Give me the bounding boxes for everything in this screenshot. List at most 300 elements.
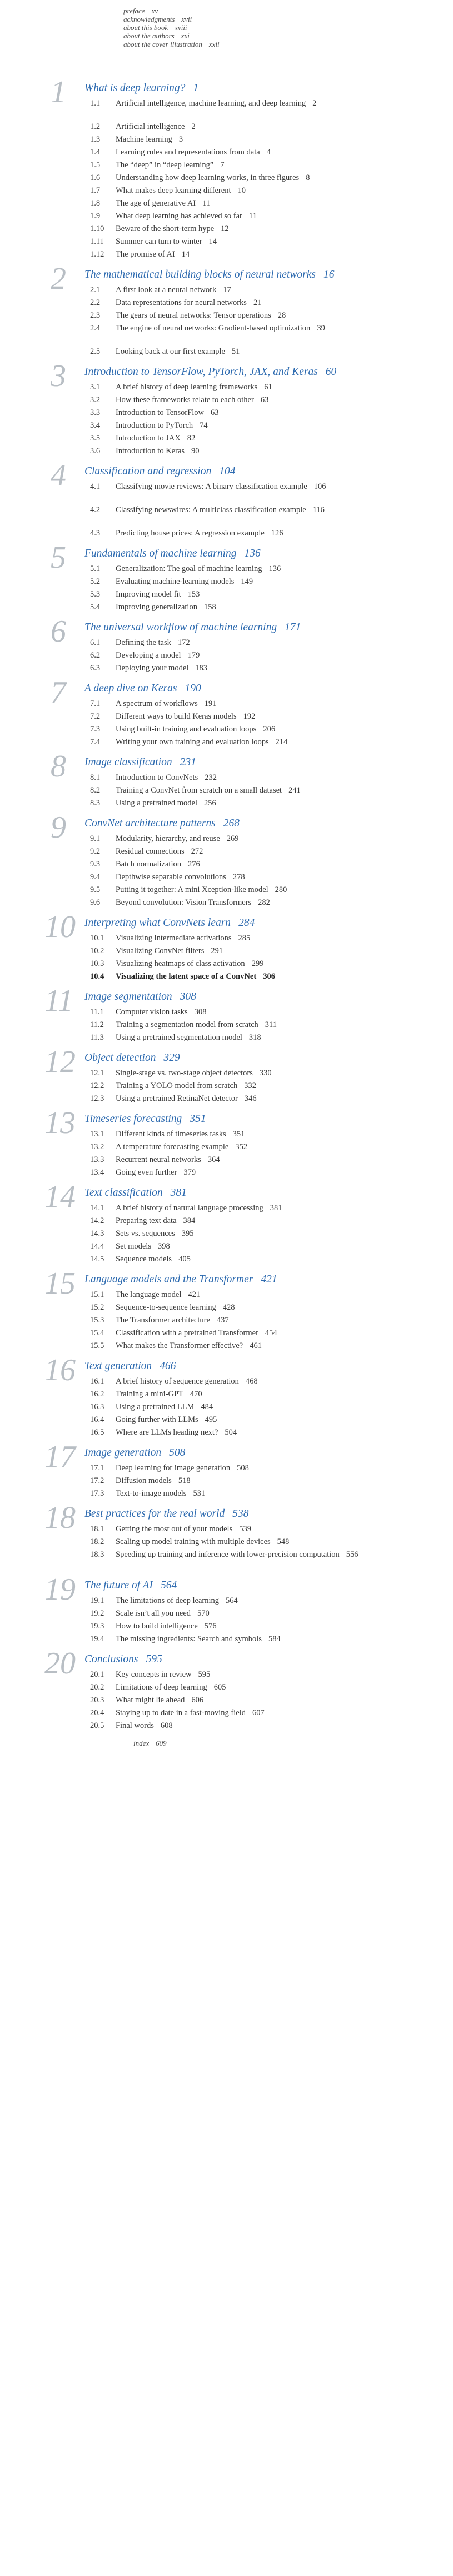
section-number: 16.4 — [90, 1415, 104, 1424]
section-title-text: Modularity, hierarchy, and reuse — [116, 834, 220, 843]
section-title-text: Introduction to JAX — [116, 434, 181, 443]
section-number: 1.5 — [90, 161, 101, 169]
section-number: 16.3 — [90, 1402, 104, 1411]
section-title — [116, 433, 438, 444]
section-number: 1.12 — [90, 250, 104, 259]
section-page: 595 — [198, 1670, 211, 1679]
section-title-text: Training a ConvNet from scratch on a small dataset — [116, 786, 282, 795]
chapter-title — [84, 816, 240, 831]
chapter-page: 268 — [223, 818, 240, 829]
section-page: 179 — [187, 651, 200, 660]
chapter-number: 17 — [44, 1440, 76, 1474]
section-number: 1.2 — [90, 122, 101, 131]
section-title-text: Different kinds of timeseries tasks — [116, 1130, 226, 1139]
section-page: 548 — [277, 1537, 290, 1546]
section-number: 20.1 — [90, 1670, 104, 1679]
section-page: 311 — [265, 1020, 277, 1029]
section-title — [116, 933, 438, 944]
section-number: 10.4 — [90, 972, 104, 981]
chapter-title — [84, 1051, 180, 1065]
section-number: 1.1 — [90, 99, 101, 108]
section-number: 4.1 — [90, 482, 101, 491]
chapter-title — [84, 755, 196, 770]
chapter-title — [84, 1446, 185, 1460]
chapter-number: 12 — [44, 1045, 76, 1079]
section-number: 15.5 — [90, 1341, 104, 1350]
section-page: 570 — [197, 1609, 210, 1618]
section-page: 285 — [238, 934, 251, 943]
section-page: 63 — [260, 395, 269, 404]
section-title-text: Visualizing ConvNet filters — [116, 946, 205, 955]
section-title — [116, 1020, 438, 1030]
chapter-title-text: Interpreting what ConvNets learn — [84, 917, 231, 929]
chapter-title-text: Language models and the Transformer — [84, 1274, 253, 1285]
chapter-title-text: Image classification — [84, 756, 172, 768]
section-title — [116, 1068, 438, 1079]
section-title-text: The age of generative AI — [116, 199, 196, 208]
section-title-text: What makes the Transformer effective? — [116, 1341, 243, 1350]
section-number: 9.5 — [90, 885, 101, 894]
section-page: 3 — [178, 135, 183, 144]
chapter-page: 466 — [160, 1360, 176, 1372]
section-number: 9.3 — [90, 860, 101, 869]
section-title — [116, 1241, 438, 1252]
chapter-number: 15 — [44, 1266, 76, 1301]
section-page: 7 — [220, 161, 225, 169]
section-title — [116, 663, 438, 674]
section-number: 17.1 — [90, 1464, 104, 1472]
section-page: 299 — [251, 959, 264, 968]
section-title — [116, 420, 438, 431]
section-page: 82 — [187, 434, 196, 443]
section-title-text: Diffusion models — [116, 1476, 172, 1485]
section-title — [116, 1634, 438, 1645]
section-page: 384 — [183, 1216, 196, 1225]
section-page: 282 — [258, 898, 270, 907]
section-page: 149 — [241, 577, 253, 586]
section-title-text: Using a pretrained LLM — [116, 1402, 195, 1411]
section-title — [116, 1721, 438, 1731]
chapter-number: 18 — [44, 1501, 76, 1535]
chapter-title — [84, 1272, 277, 1287]
chapter-number: 13 — [44, 1106, 76, 1140]
section-title-text: Limitations of deep learning — [116, 1683, 207, 1692]
section-page: 484 — [201, 1402, 213, 1411]
section-number: 1.4 — [90, 148, 101, 157]
section-title-text: Visualizing intermediate activations — [116, 934, 232, 943]
section-page: 183 — [195, 664, 208, 673]
section-title-text: Evaluating machine-learning models — [116, 577, 235, 586]
section-title-text: Summer can turn to winter — [116, 237, 202, 246]
section-number: 12.3 — [90, 1094, 104, 1103]
chapter-number: 16 — [44, 1353, 76, 1387]
section-number: 9.4 — [90, 873, 101, 881]
section-title-text: Putting it together: A mini Xception-like model — [116, 885, 268, 894]
section-page: 454 — [265, 1329, 277, 1337]
chapter-page: 595 — [146, 1653, 162, 1665]
section-page: 468 — [245, 1377, 258, 1386]
section-page: 106 — [313, 482, 326, 491]
chapter-page: 60 — [325, 366, 337, 378]
section-number: 12.2 — [90, 1081, 104, 1090]
chapter-title — [84, 1652, 162, 1667]
section-page: 364 — [207, 1155, 220, 1164]
section-number: 15.4 — [90, 1329, 104, 1337]
section-number: 17.2 — [90, 1476, 104, 1485]
chapter-number: 5 — [51, 540, 66, 575]
section-number: 2.2 — [90, 298, 101, 307]
section-title-text: Using a pretrained segmentation model — [116, 1033, 242, 1042]
chapter-title-text: Fundamentals of machine learning — [84, 548, 237, 559]
section-page: 330 — [259, 1069, 272, 1077]
section-page: 90 — [191, 447, 200, 455]
section-page: 470 — [190, 1390, 202, 1399]
section-number: 8.3 — [90, 799, 101, 808]
front-matter-label: about the cover illustration — [123, 40, 202, 48]
section-title — [116, 1129, 438, 1140]
section-page: 136 — [268, 564, 281, 573]
section-page: 351 — [232, 1130, 245, 1139]
section-title — [116, 564, 438, 574]
section-page: 14 — [208, 237, 217, 246]
section-number: 2.1 — [90, 285, 101, 294]
section-number: 3.6 — [90, 447, 101, 455]
chapter-page: 508 — [169, 1447, 186, 1459]
chapter-title — [84, 990, 196, 1004]
section-title — [116, 249, 438, 260]
section-page: 346 — [244, 1094, 257, 1103]
chapter-page: 1 — [193, 82, 199, 94]
section-number: 9.1 — [90, 834, 101, 843]
section-title — [116, 382, 438, 393]
section-page: 318 — [248, 1033, 261, 1042]
section-title-text: Looking back at our first example — [116, 347, 225, 356]
section-title-text: Speeding up training and inference with lower-precision computation — [116, 1550, 340, 1559]
section-title-text: Training a YOLO model from scratch — [116, 1081, 238, 1090]
chapter-title — [84, 1186, 187, 1200]
section-page: 61 — [264, 383, 272, 392]
section-title — [116, 959, 438, 969]
section-page: 381 — [270, 1204, 282, 1212]
chapter-title-text: Object detection — [84, 1052, 156, 1064]
section-page: 607 — [252, 1708, 265, 1717]
chapter-title — [84, 1507, 248, 1521]
front-matter-entry — [123, 7, 158, 16]
section-title-text: Final words — [116, 1721, 154, 1730]
section-title — [116, 1033, 438, 1043]
front-matter-entry — [123, 32, 190, 41]
section-number: 19.4 — [90, 1635, 104, 1643]
section-number: 16.2 — [90, 1390, 104, 1399]
chapter-title-text: Classification and regression — [84, 465, 212, 477]
section-page: 291 — [211, 946, 223, 955]
section-title-text: Understanding how deep learning works, in three figures — [116, 173, 300, 182]
chapter-title-text: Best practices for the real world — [84, 1508, 225, 1520]
section-page: 232 — [205, 773, 217, 782]
section-title — [116, 1290, 438, 1300]
chapter-page: 308 — [180, 991, 196, 1003]
section-page: 531 — [193, 1489, 206, 1498]
section-title — [116, 310, 438, 321]
section-number: 3.1 — [90, 383, 101, 392]
section-title-text: What deep learning has achieved so far — [116, 212, 242, 220]
section-title-text: A temperature forecasting example — [116, 1142, 229, 1151]
chapter-title-text: Conclusions — [84, 1653, 138, 1665]
chapter-page: 329 — [163, 1052, 180, 1064]
section-title-text: Preparing text data — [116, 1216, 177, 1225]
section-number: 1.9 — [90, 212, 101, 220]
section-page: 605 — [213, 1683, 226, 1692]
section-title — [116, 186, 438, 196]
section-title — [116, 798, 438, 809]
front-matter-entry — [123, 40, 220, 49]
section-title-text: Text-to-image models — [116, 1489, 187, 1498]
section-title — [116, 1216, 438, 1226]
section-title — [116, 638, 438, 648]
section-title-text: Going further with LLMs — [116, 1415, 198, 1424]
chapter-page: 564 — [160, 1580, 177, 1591]
section-page: 241 — [288, 786, 301, 795]
chapter-page: 231 — [180, 756, 196, 768]
chapter-title-text: The universal workflow of machine learning — [84, 622, 277, 633]
section-number: 7.3 — [90, 725, 101, 734]
section-title-text: Using built-in training and evaluation loops — [116, 725, 257, 734]
section-page: 539 — [239, 1525, 251, 1533]
section-title — [116, 1695, 438, 1706]
section-number: 1.10 — [90, 224, 104, 233]
chapter-title — [84, 547, 261, 561]
section-title-text: Visualizing heatmaps of class activation — [116, 959, 245, 968]
section-number: 7.4 — [90, 738, 101, 746]
section-number: 15.2 — [90, 1303, 104, 1312]
front-matter-page: xxi — [181, 32, 190, 40]
section-title — [116, 446, 438, 457]
back-matter-entry — [133, 1739, 167, 1748]
section-page: 158 — [203, 603, 216, 612]
chapter-title-text: Text classification — [84, 1187, 163, 1199]
section-title — [116, 885, 438, 895]
front-matter-label: about this book — [123, 23, 168, 32]
front-matter-page: xxii — [208, 40, 220, 48]
chapter-number: 2 — [51, 262, 66, 296]
section-number: 3.3 — [90, 408, 101, 417]
section-title-text: Artificial intelligence, machine learning, and deep learning — [116, 99, 306, 108]
section-number: 4.3 — [90, 529, 101, 538]
section-title-text: Sequence models — [116, 1255, 172, 1264]
section-title-text: Beyond convolution: Vision Transformers — [116, 898, 252, 907]
chapter-page: 284 — [238, 917, 255, 929]
chapter-number: 14 — [44, 1180, 76, 1214]
section-number: 12.1 — [90, 1069, 104, 1077]
section-title — [116, 872, 438, 883]
front-matter-page: xvii — [181, 15, 192, 23]
section-title — [116, 482, 438, 492]
section-title-text: Generalization: The goal of machine learning — [116, 564, 262, 573]
section-page: 206 — [263, 725, 276, 734]
section-number: 6.1 — [90, 638, 101, 647]
section-title-text: A brief history of deep learning frameworks — [116, 383, 258, 392]
section-number: 14.4 — [90, 1242, 104, 1251]
chapter-number: 19 — [44, 1572, 76, 1607]
section-number: 11.2 — [90, 1020, 104, 1029]
section-page: 74 — [200, 421, 208, 430]
section-title-text: Single-stage vs. two-stage object detectors — [116, 1069, 253, 1077]
section-title-text: Sets vs. sequences — [116, 1229, 175, 1238]
section-title — [116, 1302, 438, 1313]
section-title — [116, 1081, 438, 1091]
section-title-text: The engine of neural networks: Gradient-based optimization — [116, 324, 311, 333]
section-number: 14.3 — [90, 1229, 104, 1238]
chapter-title-text: Timeseries forecasting — [84, 1113, 182, 1125]
chapter-title — [84, 916, 255, 930]
chapter-number: 8 — [51, 749, 66, 784]
section-title-text: Beware of the short-term hype — [116, 224, 215, 233]
section-number: 3.4 — [90, 421, 101, 430]
section-title — [116, 711, 438, 722]
section-number: 19.1 — [90, 1596, 104, 1605]
section-page: 606 — [191, 1696, 204, 1705]
section-page: 584 — [268, 1635, 281, 1643]
chapter-title-text: ConvNet architecture patterns — [84, 818, 216, 829]
section-title — [116, 577, 438, 587]
section-title-text: The gears of neural networks: Tensor operations — [116, 311, 271, 320]
section-page: 2 — [312, 99, 317, 108]
section-page: 278 — [232, 873, 245, 881]
section-number: 5.2 — [90, 577, 101, 586]
section-page: 564 — [226, 1596, 238, 1605]
section-title — [116, 946, 438, 956]
section-title-text: Developing a model — [116, 651, 181, 660]
section-title — [116, 846, 438, 857]
section-number: 8.2 — [90, 786, 101, 795]
section-page: 11 — [202, 199, 211, 208]
front-matter-label: about the authors — [123, 32, 175, 40]
section-title — [116, 1550, 438, 1560]
section-page: 10 — [237, 186, 246, 195]
chapter-number: 3 — [51, 359, 66, 393]
chapter-page: 136 — [244, 548, 261, 559]
section-title — [116, 971, 438, 982]
section-title-text: Improving generalization — [116, 603, 197, 612]
chapter-title-text: Text generation — [84, 1360, 152, 1372]
section-page: 405 — [178, 1255, 191, 1264]
chapter-number: 10 — [44, 910, 76, 944]
section-number: 10.2 — [90, 946, 104, 955]
chapter-title — [84, 268, 334, 282]
section-title-text: Scaling up model training with multiple devices — [116, 1537, 271, 1546]
section-title — [116, 237, 438, 247]
section-number: 11.3 — [90, 1033, 104, 1042]
section-title-text: Computer vision tasks — [116, 1008, 188, 1016]
section-page: 21 — [253, 298, 262, 307]
section-title — [116, 323, 438, 334]
section-number: 14.1 — [90, 1204, 104, 1212]
section-title — [116, 347, 438, 357]
section-title — [116, 285, 438, 295]
section-title — [116, 650, 438, 661]
section-title — [116, 173, 438, 183]
section-title — [116, 198, 438, 209]
chapter-page: 190 — [185, 683, 201, 694]
section-page: 14 — [181, 250, 190, 259]
chapter-page: 351 — [190, 1113, 206, 1125]
section-number: 7.1 — [90, 699, 101, 708]
chapter-number: 20 — [44, 1646, 76, 1681]
section-title-text: Classifying newswires: A multiclass classification example — [116, 505, 306, 514]
section-title-text: How to build intelligence — [116, 1622, 198, 1631]
section-number: 7.2 — [90, 712, 101, 721]
section-title — [116, 1608, 438, 1619]
section-page: 4 — [266, 148, 271, 157]
section-page: 28 — [277, 311, 286, 320]
section-page: 379 — [183, 1168, 196, 1177]
front-matter-label: acknowledgments — [123, 15, 175, 23]
section-title — [116, 1415, 438, 1425]
section-title — [116, 160, 438, 171]
section-title — [116, 224, 438, 234]
section-page: 576 — [204, 1622, 217, 1631]
section-title-text: Sequence-to-sequence learning — [116, 1303, 216, 1312]
section-title — [116, 589, 438, 600]
section-title — [116, 1476, 438, 1486]
section-title-text: Visualizing the latent space of a ConvNet — [116, 972, 257, 981]
section-page: 556 — [346, 1550, 359, 1559]
section-number: 15.3 — [90, 1316, 104, 1325]
section-title-text: The limitations of deep learning — [116, 1596, 220, 1605]
section-title-text: A spectrum of workflows — [116, 699, 198, 708]
section-title-text: Staying up to date in a fast-moving field — [116, 1708, 246, 1717]
front-matter-entry — [123, 15, 192, 24]
section-page: 518 — [178, 1476, 191, 1485]
chapter-number: 1 — [51, 75, 66, 109]
section-title-text: Data representations for neural networks — [116, 298, 247, 307]
front-matter-page: xv — [151, 7, 158, 15]
chapter-title-text: The mathematical building blocks of neural networks — [84, 269, 316, 280]
section-title-text: Learning rules and representations from data — [116, 148, 260, 157]
section-number: 1.6 — [90, 173, 101, 182]
section-number: 18.3 — [90, 1550, 104, 1559]
section-number: 10.1 — [90, 934, 104, 943]
section-page: 504 — [225, 1428, 237, 1437]
chapter-number: 11 — [44, 984, 73, 1018]
chapter-title — [84, 81, 198, 96]
section-number: 18.1 — [90, 1525, 104, 1533]
section-title — [116, 1463, 438, 1474]
section-title-text: Writing your own training and evaluation loops — [116, 738, 269, 746]
section-title — [116, 1328, 438, 1339]
section-number: 13.2 — [90, 1142, 104, 1151]
section-title — [116, 1524, 438, 1535]
section-page: 11 — [248, 212, 257, 220]
section-page: 398 — [158, 1242, 170, 1251]
section-page: 421 — [188, 1290, 201, 1299]
section-title — [116, 724, 438, 735]
section-title — [116, 211, 438, 222]
section-number: 19.3 — [90, 1622, 104, 1631]
section-title-text: Introduction to PyTorch — [116, 421, 193, 430]
section-title — [116, 122, 438, 132]
section-title — [116, 1402, 438, 1412]
section-title-text: Classification with a pretrained Transformer — [116, 1329, 258, 1337]
section-title — [116, 1315, 438, 1326]
section-title-text: The language model — [116, 1290, 182, 1299]
section-number: 16.1 — [90, 1377, 104, 1386]
section-title — [116, 1427, 438, 1438]
section-number: 6.2 — [90, 651, 101, 660]
section-number: 14.5 — [90, 1255, 104, 1264]
section-page: 269 — [226, 834, 239, 843]
section-page: 191 — [204, 699, 217, 708]
